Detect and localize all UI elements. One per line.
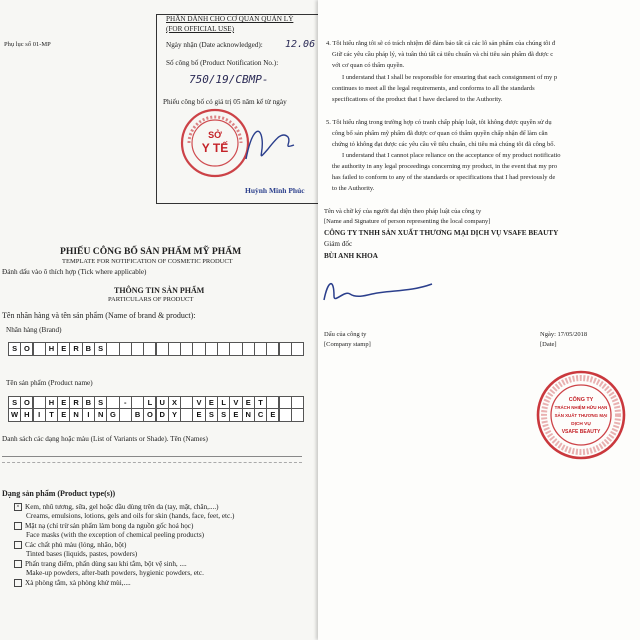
date-label-vi: Ngày: 17/05/2018 <box>540 331 588 338</box>
section-title-vi: THÔNG TIN SẢN PHẨM <box>114 286 205 295</box>
product-type-label-en: Tinted bases (liquids, pastes, powders) <box>26 550 138 558</box>
char-box: V <box>229 396 242 410</box>
brand-char-boxes <box>8 342 303 356</box>
official-use-box <box>156 14 318 204</box>
char-box: U <box>156 396 169 410</box>
signer-name: Huỳnh Minh Phúc <box>245 186 305 195</box>
representative-label-vi: Tên và chữ ký của người đại diện theo pháp luật của công ty <box>324 208 482 215</box>
char-box: E <box>266 408 279 422</box>
product-type-label-vi: Mặt nạ (chỉ trừ sản phẩm làm bong da nguồn gốc hoá học) <box>25 522 194 530</box>
char-box: H <box>20 408 33 422</box>
variants-label: Danh sách các dạng hoặc màu (List of Variants or Shade). Tên (Names) <box>2 435 208 443</box>
divider <box>2 462 302 463</box>
item5-vi-line2: công bố sản phẩm mỹ phẩm đã được cơ quan có thẩm quyền chấp nhận để làm căn <box>332 130 548 137</box>
brand-product-heading: Tên nhãn hàng và tên sản phẩm (Name of brand & product): <box>2 311 196 320</box>
char-box: S <box>8 396 21 410</box>
product-type-label-en: Creams, emulsions, lotions, gels and oils for skin (hands, face, feet, etc.) <box>26 512 235 520</box>
director-title: Giám đốc <box>324 240 353 248</box>
char-box: I <box>82 408 95 422</box>
char-box: I <box>33 408 46 422</box>
notification-no-label: Số công bố (Product Notification No.): <box>166 59 279 67</box>
char-box: S <box>94 396 107 410</box>
company-stamp-label-en: [Company stamp] <box>324 341 371 348</box>
char-box <box>131 342 144 356</box>
char-box <box>192 342 205 356</box>
char-box: L <box>143 396 156 410</box>
product-type-label-en: Face masks (with the exception of chemical peeling products) <box>26 531 205 539</box>
char-box <box>143 342 156 356</box>
char-box <box>291 342 304 356</box>
char-box <box>106 342 119 356</box>
company-seal-line3: SẢN XUẤT THƯƠNG MẠI <box>554 413 608 418</box>
brand-label: Nhãn hàng (Brand) <box>6 326 62 334</box>
date-received-value: 12.06 <box>285 39 316 50</box>
item5-en-line1: I understand that I cannot place reliance on the acceptance of my product notificatio <box>342 152 561 159</box>
char-box: - <box>119 396 132 410</box>
item5-en-line2: the authority in any legal proceedings concerning my product, in the event that my pro <box>332 163 558 170</box>
char-box: E <box>242 396 255 410</box>
char-box: O <box>20 342 33 356</box>
char-box <box>254 342 267 356</box>
product-type-label-vi: Phấn trang điểm, phấn dùng sau khi tắm, bột vệ sinh, .... <box>25 560 187 568</box>
char-box: R <box>69 396 82 410</box>
form-code: Phụ lục số 01-MP <box>4 41 51 48</box>
divider <box>2 456 302 457</box>
char-box: D <box>156 408 169 422</box>
date-received-label: Ngày nhận (Date acknowledged): <box>166 41 263 49</box>
item5-en-line3: has failed to conform to any of the standards or specifications that I had previously de <box>332 174 556 181</box>
char-box: Y <box>168 408 181 422</box>
char-box: N <box>94 408 107 422</box>
company-stamp-label-vi: Dấu của công ty <box>324 331 367 338</box>
company-seal <box>534 368 628 462</box>
char-box: S <box>8 342 21 356</box>
char-box: O <box>143 408 156 422</box>
company-seal-line1: CÔNG TY <box>568 397 594 403</box>
char-box: E <box>57 396 70 410</box>
representative-label-en: [Name and Signature of person representing the local company] <box>324 218 491 225</box>
company-seal-line5: VSAFE BEAUTY <box>561 429 601 435</box>
official-signature <box>242 119 302 169</box>
char-box: W <box>8 408 21 422</box>
char-box <box>291 408 304 422</box>
char-box <box>279 342 292 356</box>
char-box: S <box>94 342 107 356</box>
product-type-checkbox[interactable] <box>14 522 22 530</box>
validity-note: Phiếu công bố có giá trị 05 năm kể từ ngày <box>163 98 287 106</box>
item4-en-line3: specifications of the product that I have declared to the Authority. <box>332 96 503 103</box>
char-box: E <box>229 408 242 422</box>
char-box: E <box>205 396 218 410</box>
char-box <box>119 408 132 422</box>
form-title-vi: PHIẾU CÔNG BỐ SẢN PHẨM MỸ PHẨM <box>60 246 242 257</box>
section-title-en: PARTICULARS OF PRODUCT <box>108 296 194 303</box>
char-box: E <box>57 408 70 422</box>
official-box-subtitle: (FOR OFFICIAL USE) <box>166 25 235 33</box>
product-type-item <box>14 503 314 521</box>
product-type-label-en: Make-up powders, after-bath powders, hygienic powders, etc. <box>26 569 204 577</box>
seal-text-yte: Y TẾ <box>201 141 229 155</box>
char-box: C <box>254 408 267 422</box>
char-box: E <box>57 342 70 356</box>
item5-vi-line3: chứng tỏ không đạt được các yêu cầu về tiêu chuẩn, chỉ tiêu mà chúng tôi đã công bố. <box>332 141 556 148</box>
product-type-item <box>14 541 314 559</box>
char-box <box>33 342 46 356</box>
char-box <box>119 342 132 356</box>
char-box: L <box>217 396 230 410</box>
char-box <box>266 342 279 356</box>
char-box: T <box>45 408 58 422</box>
char-box <box>279 408 292 422</box>
char-box <box>156 342 169 356</box>
date-label-en: [Date] <box>540 341 557 348</box>
tick-note: Đánh dấu vào ô thích hợp (Tick where applicable) <box>2 268 147 276</box>
item5-vi-line1: 5. Tôi hiểu rằng trong trường hợp có tranh chấp pháp luật, tôi không được quyền sử dụ <box>326 119 552 126</box>
product-type-checkbox[interactable] <box>14 560 22 568</box>
company-seal-line2: TRÁCH NHIỆM HỮU HẠN <box>554 405 608 410</box>
product-name-line2-boxes <box>8 408 303 422</box>
item5-en-line4: to the Authority. <box>332 185 375 192</box>
char-box: N <box>242 408 255 422</box>
char-box: S <box>217 408 230 422</box>
char-box <box>229 342 242 356</box>
item4-en-line2: continues to meet all the legal requirements, and conforms to all the standards <box>332 85 535 92</box>
char-box <box>217 342 230 356</box>
char-box: B <box>131 408 144 422</box>
char-box <box>168 342 181 356</box>
seal-text-so: SỞ <box>208 130 222 140</box>
director-name: BÙI ANH KHOA <box>324 252 378 260</box>
char-box <box>180 342 193 356</box>
product-type-label-vi: Các chất phủ màu (lỏng, nhão, bột) <box>25 541 127 549</box>
char-box: T <box>254 396 267 410</box>
char-box <box>180 408 193 422</box>
item4-en-line1: I understand that I shall be responsible for ensuring that each consignment of my p <box>342 74 558 81</box>
product-type-checkbox[interactable]: × <box>14 503 22 511</box>
char-box: G <box>106 408 119 422</box>
char-box <box>205 342 218 356</box>
left-document-page <box>0 0 318 640</box>
char-box: R <box>69 342 82 356</box>
char-box: V <box>192 396 205 410</box>
item4-vi-line2: Giữ các yêu cầu pháp lý, và tuân thủ tất cả tiêu chuẩn và chỉ tiêu sản phẩm đã được c <box>332 51 554 58</box>
char-box: B <box>82 396 95 410</box>
company-name: CÔNG TY TNHH SẢN XUẤT THƯƠNG MẠI DỊCH VỤ VSAFE BEAUTY <box>324 229 559 237</box>
product-type-checkbox[interactable] <box>14 541 22 549</box>
char-box: X <box>168 396 181 410</box>
form-title-en: TEMPLATE FOR NOTIFICATION OF COSMETIC PRODUCT <box>62 258 233 265</box>
right-document-page <box>318 0 640 640</box>
notification-no-value: 750/19/CBMP- <box>189 73 269 86</box>
product-type-checkbox[interactable] <box>14 579 22 587</box>
char-box: H <box>45 342 58 356</box>
product-type-item <box>14 579 314 588</box>
char-box: H <box>45 396 58 410</box>
char-box <box>242 342 255 356</box>
char-box: B <box>82 342 95 356</box>
product-type-label-vi: Xà phòng tắm, xà phòng khử mùi,.... <box>25 579 131 587</box>
product-type-heading: Dạng sản phẩm (Product type(s)) <box>2 489 116 498</box>
item4-vi-line3: với cơ quan có thẩm quyền. <box>332 62 405 69</box>
char-box: O <box>20 396 33 410</box>
health-department-seal <box>179 107 251 179</box>
product-type-list <box>14 503 314 589</box>
char-box: E <box>192 408 205 422</box>
company-seal-line4: DỊCH VỤ <box>571 422 591 427</box>
official-box-title: PHẦN DÀNH CHO CƠ QUAN QUẢN LÝ <box>166 15 294 23</box>
product-type-label-vi: Kem, nhũ tương, sữa, gel hoặc dầu dùng trên da (tay, mặt, chân,....) <box>25 503 219 511</box>
product-type-item <box>14 522 314 540</box>
item4-vi-line1: 4. Tôi hiểu rằng tôi sẽ có trách nhiệm để đảm bảo tất cả các lô sản phẩm của chúng tôi đ <box>326 40 556 47</box>
director-signature <box>320 270 440 310</box>
char-box: S <box>205 408 218 422</box>
product-name-label: Tên sản phẩm (Product name) <box>6 379 93 387</box>
product-type-item <box>14 560 314 578</box>
char-box: N <box>69 408 82 422</box>
